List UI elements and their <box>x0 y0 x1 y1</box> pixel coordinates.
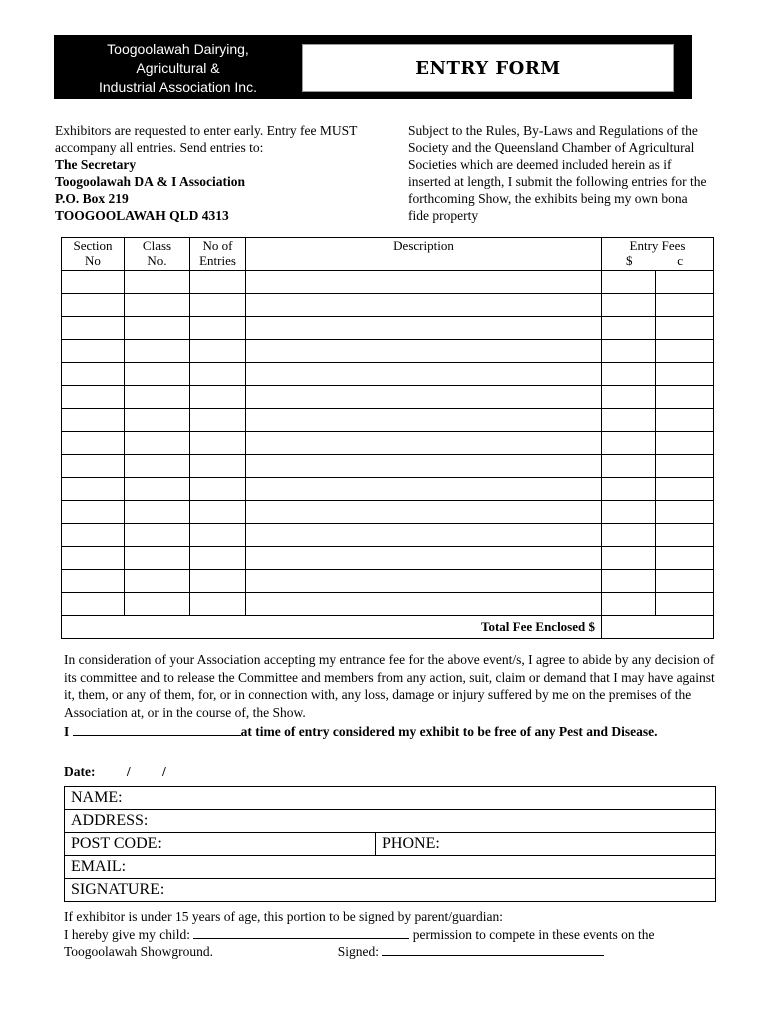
class-cell[interactable] <box>125 478 190 501</box>
table-row <box>62 340 714 363</box>
guardian-signature-line[interactable] <box>382 955 604 956</box>
description-cell[interactable] <box>246 478 602 501</box>
address-line: TOOGOOLAWAH QLD 4313 <box>55 208 229 223</box>
description-cell[interactable] <box>246 271 602 294</box>
section-cell[interactable] <box>62 570 125 593</box>
cents-cell[interactable] <box>656 409 714 432</box>
table-row <box>62 547 714 570</box>
description-cell[interactable] <box>246 317 602 340</box>
signed-label: Signed: <box>337 944 380 959</box>
dollars-cell[interactable] <box>602 570 656 593</box>
entries-cell[interactable] <box>190 524 246 547</box>
cents-cell[interactable] <box>656 501 714 524</box>
table-row <box>62 432 714 455</box>
guardian-section <box>64 908 724 961</box>
table-row <box>62 386 714 409</box>
association-line: Agricultural & <box>136 60 220 76</box>
date-field[interactable] <box>64 764 166 780</box>
header-text: Entries <box>199 253 236 268</box>
guardian-sign-row <box>64 943 724 961</box>
cents-cell[interactable] <box>656 340 714 363</box>
header-text: c <box>677 253 683 268</box>
description-cell[interactable] <box>246 570 602 593</box>
col-header-class <box>125 238 190 271</box>
col-header-description <box>246 238 602 271</box>
consent-text: In consideration of your Association accepting my entrance fee for the above event/s, I agree to abide by any decision of its committee and to release the Committee and members from any action, suit, claim or demand that I may have against it, them, or any of them, for, or in connection with, any loss, damage or injury suffered by me on the premises of the Association at, or in the course of, the Show. <box>64 652 715 720</box>
class-cell[interactable] <box>125 432 190 455</box>
table-row <box>62 363 714 386</box>
class-cell[interactable] <box>125 271 190 294</box>
class-cell[interactable] <box>125 593 190 616</box>
form-header <box>54 35 692 99</box>
child-name-line[interactable] <box>193 938 409 939</box>
cents-cell[interactable] <box>656 593 714 616</box>
entries-cell[interactable] <box>190 340 246 363</box>
pest-declaration <box>64 722 716 742</box>
header-text: Entry Fees <box>629 238 686 253</box>
section-cell[interactable] <box>62 363 125 386</box>
header-text: No. <box>147 253 167 268</box>
form-title: ENTRY FORM <box>302 44 674 92</box>
cents-cell[interactable] <box>656 317 714 340</box>
cents-cell[interactable] <box>656 294 714 317</box>
field-label: NAME: <box>71 789 123 806</box>
entries-cell[interactable] <box>190 593 246 616</box>
field-label: ADDRESS: <box>71 812 149 829</box>
section-cell[interactable] <box>62 501 125 524</box>
entries-table <box>61 237 714 639</box>
field-label: SIGNATURE: <box>71 881 165 898</box>
name-field[interactable] <box>65 787 715 810</box>
class-cell[interactable] <box>125 340 190 363</box>
description-cell[interactable] <box>246 386 602 409</box>
description-cell[interactable] <box>246 409 602 432</box>
cents-cell[interactable] <box>656 570 714 593</box>
phone-field[interactable]: PHONE: <box>375 833 440 855</box>
description-cell[interactable] <box>246 455 602 478</box>
header-text: Description <box>393 238 454 253</box>
postcode-field[interactable] <box>65 833 715 856</box>
dollars-cell[interactable] <box>602 317 656 340</box>
entries-cell[interactable] <box>190 363 246 386</box>
address-line: P.O. Box 219 <box>55 191 129 206</box>
dollars-cell[interactable] <box>602 386 656 409</box>
entries-cell[interactable] <box>190 547 246 570</box>
address-line: Toogoolawah DA & I Association <box>55 174 246 189</box>
field-label: EMAIL: <box>71 858 127 875</box>
dollars-cell[interactable] <box>602 478 656 501</box>
cents-cell[interactable] <box>656 432 714 455</box>
table-row <box>62 455 714 478</box>
class-cell[interactable] <box>125 570 190 593</box>
section-cell[interactable] <box>62 317 125 340</box>
section-cell[interactable] <box>62 524 125 547</box>
section-cell[interactable] <box>62 432 125 455</box>
header-text: No <box>85 253 101 268</box>
cents-cell[interactable] <box>656 478 714 501</box>
permission-text: permission to compete in these events on the <box>412 926 655 942</box>
total-fee-cell[interactable] <box>602 616 714 639</box>
signature-field[interactable] <box>65 879 715 902</box>
contact-details-box <box>64 786 716 902</box>
total-label: Total Fee Enclosed $ <box>62 616 602 639</box>
entries-cell[interactable] <box>190 409 246 432</box>
entries-cell[interactable] <box>190 455 246 478</box>
cents-cell[interactable] <box>656 363 714 386</box>
table-row <box>62 501 714 524</box>
table-row <box>62 478 714 501</box>
section-cell[interactable] <box>62 386 125 409</box>
pest-prefix: I <box>64 724 70 739</box>
dollars-cell[interactable] <box>602 455 656 478</box>
section-cell[interactable] <box>62 340 125 363</box>
dollars-cell[interactable] <box>602 524 656 547</box>
address-line: The Secretary <box>55 157 137 172</box>
col-header-fees <box>602 238 714 271</box>
class-cell[interactable] <box>125 547 190 570</box>
description-cell[interactable] <box>246 340 602 363</box>
dollars-cell[interactable] <box>602 363 656 386</box>
dollars-cell[interactable] <box>602 593 656 616</box>
header-text: Section <box>73 238 113 253</box>
permission-text: I hereby give my child: <box>64 926 190 942</box>
field-label: POST CODE: <box>71 835 162 852</box>
dollars-cell[interactable] <box>602 340 656 363</box>
header-text: $ <box>626 253 633 268</box>
description-cell[interactable] <box>246 432 602 455</box>
entries-cell[interactable] <box>190 478 246 501</box>
table-row <box>62 570 714 593</box>
date-separator: / <box>162 764 166 779</box>
section-cell[interactable] <box>62 547 125 570</box>
section-cell[interactable] <box>62 478 125 501</box>
description-cell[interactable] <box>246 294 602 317</box>
intro-instructions <box>55 122 385 224</box>
dollars-cell[interactable] <box>602 432 656 455</box>
header-text: Class <box>142 238 172 253</box>
section-cell[interactable] <box>62 294 125 317</box>
total-row <box>62 616 714 639</box>
pest-text: at time of entry considered my exhibit to be free of any Pest and Disease. <box>240 724 658 739</box>
header-text: No of <box>202 238 233 253</box>
table-row <box>62 317 714 340</box>
entries-cell[interactable] <box>190 570 246 593</box>
address-field[interactable] <box>65 810 715 833</box>
col-header-section <box>62 238 125 271</box>
class-cell[interactable] <box>125 386 190 409</box>
date-label: Date: <box>64 764 96 779</box>
association-line: Industrial Association Inc. <box>99 79 257 95</box>
class-cell[interactable] <box>125 294 190 317</box>
showground-text: Toogoolawah Showground. <box>64 944 214 959</box>
class-cell[interactable] <box>125 317 190 340</box>
guardian-note: If exhibitor is under 15 years of age, this portion to be signed by parent/guardian: <box>64 909 504 924</box>
entries-cell[interactable] <box>190 432 246 455</box>
name-blank-line[interactable] <box>73 735 241 736</box>
table-row <box>62 271 714 294</box>
entries-cell[interactable] <box>190 386 246 409</box>
entries-cell[interactable] <box>190 271 246 294</box>
section-cell[interactable] <box>62 409 125 432</box>
dollars-cell[interactable] <box>602 547 656 570</box>
section-cell[interactable] <box>62 455 125 478</box>
description-cell[interactable] <box>246 524 602 547</box>
association-line: Toogoolawah Dairying, <box>107 41 249 57</box>
intro-declaration: Subject to the Rules, By-Laws and Regulations of the Society and the Queensland Chamber of Agricultural Societies which are deemed included herein as if inserted at length, I submit the following entries for the forthcoming Show, the exhibits being my own bona fide property <box>408 123 707 223</box>
cents-cell[interactable] <box>656 386 714 409</box>
class-cell[interactable] <box>125 501 190 524</box>
entries-cell[interactable] <box>190 501 246 524</box>
date-separator: / <box>126 764 131 779</box>
guardian-permission <box>64 926 724 944</box>
cents-cell[interactable] <box>656 271 714 294</box>
entries-cell[interactable] <box>190 317 246 340</box>
class-cell[interactable] <box>125 455 190 478</box>
entries-cell[interactable] <box>190 294 246 317</box>
table-row <box>62 409 714 432</box>
section-cell[interactable] <box>62 271 125 294</box>
col-header-entries <box>190 238 246 271</box>
class-cell[interactable] <box>125 409 190 432</box>
class-cell[interactable] <box>125 363 190 386</box>
cents-cell[interactable] <box>656 524 714 547</box>
class-cell[interactable] <box>125 524 190 547</box>
section-cell[interactable] <box>62 593 125 616</box>
instructions-text: Exhibitors are requested to enter early. Entry fee MUST accompany all entries. Send entries to: <box>55 123 358 155</box>
description-cell[interactable] <box>246 501 602 524</box>
table-row <box>62 524 714 547</box>
dollars-cell[interactable] <box>602 501 656 524</box>
description-cell[interactable] <box>246 593 602 616</box>
dollars-cell[interactable] <box>602 294 656 317</box>
table-row <box>62 593 714 616</box>
dollars-cell[interactable] <box>602 271 656 294</box>
email-field[interactable] <box>65 856 715 879</box>
association-name <box>60 40 296 97</box>
table-header-row <box>62 238 714 271</box>
table-row <box>62 294 714 317</box>
description-cell[interactable] <box>246 363 602 386</box>
cents-cell[interactable] <box>656 455 714 478</box>
dollars-cell[interactable] <box>602 409 656 432</box>
description-cell[interactable] <box>246 547 602 570</box>
cents-cell[interactable] <box>656 547 714 570</box>
